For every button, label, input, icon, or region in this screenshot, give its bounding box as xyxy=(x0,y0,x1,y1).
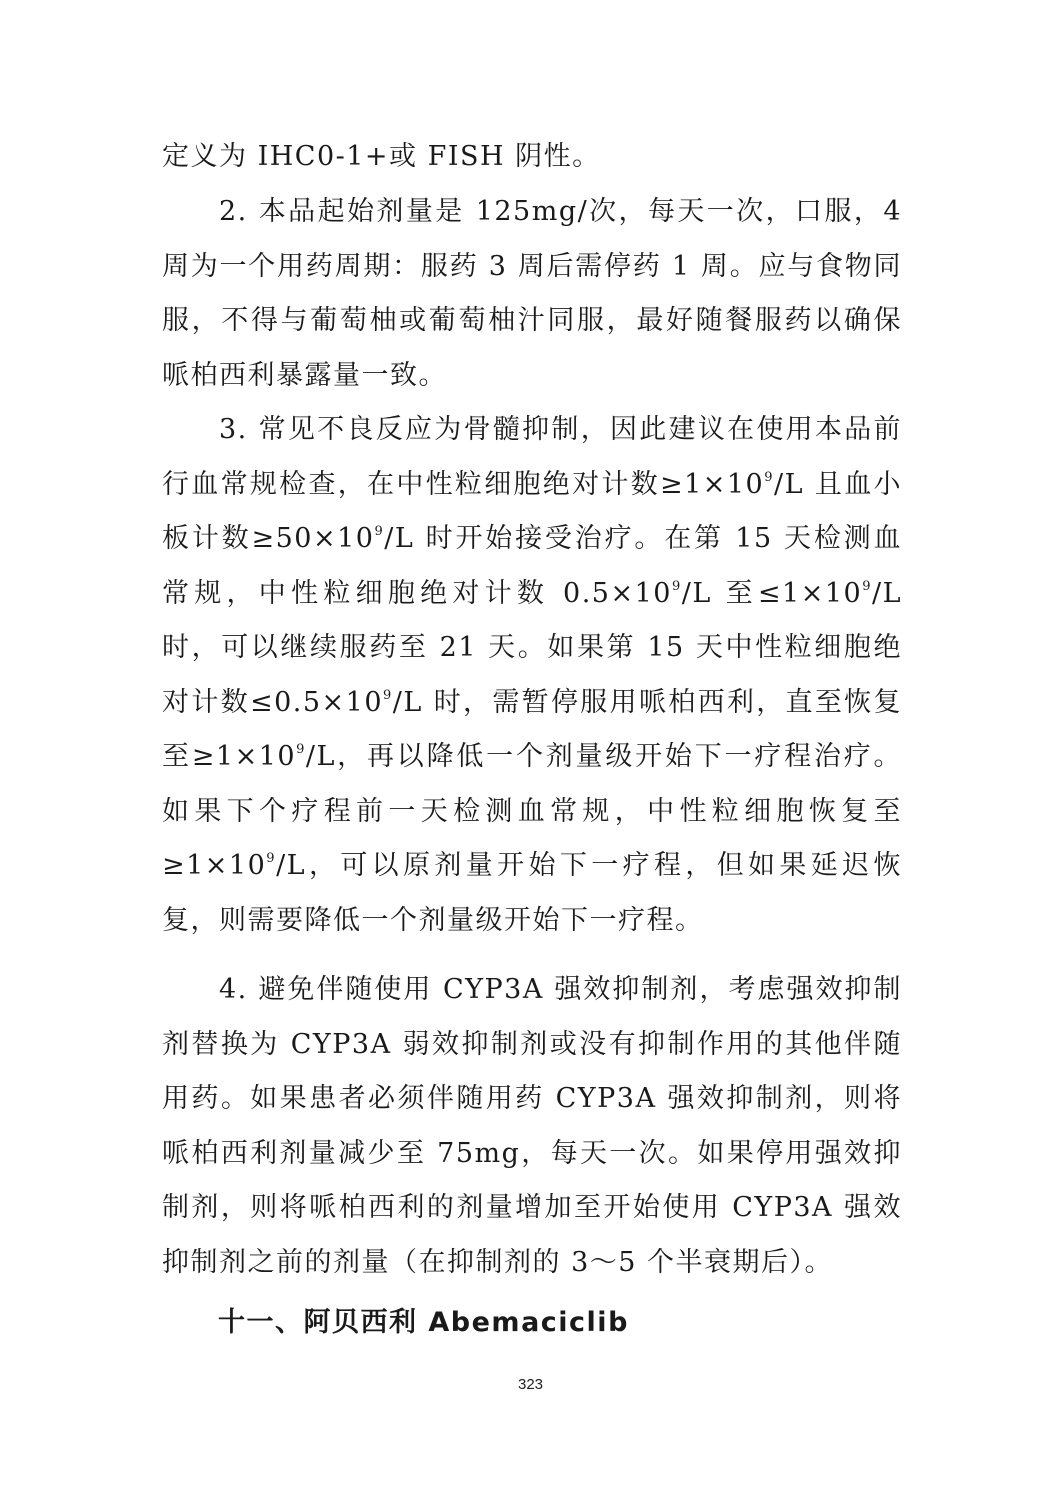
page-number: 323 xyxy=(517,1376,544,1393)
item3-text-1: 3. 常见不良反应为骨髓抑制，因此建议在使用本品前行血常规检查，在中性粒细胞绝对计数≥1×10 xyxy=(162,414,902,500)
superscript-exponent: 9 xyxy=(266,851,277,866)
item3-text-3: /L 时开始接受治疗。在第 15 天检测血常规，中性粒细胞绝对计数 0.5×10 xyxy=(162,523,902,609)
item3-text-5: /L 时，可以继续服药至 21 天。如果第 15 天中性粒细胞绝对计数≤0.5×10 xyxy=(162,577,902,718)
item3-text-4: /L 至≤1×10 xyxy=(681,577,863,609)
superscript-exponent: 9 xyxy=(764,469,775,485)
paragraph-continuation: 定义为 IHC0-1+或 FISH 阴性。 xyxy=(162,141,601,172)
superscript-exponent: 9 xyxy=(383,687,393,703)
paragraph-item-2: 2. 本品起始剂量是 125mg/次，每天一次，口服，4 周为一个用药周期：服药 3 周后需停药 1 周。应与食物同服，不得与葡萄柚或葡萄柚汁同服，最好随餐服药以确保哌柏西利暴露量一致。 xyxy=(162,196,902,391)
superscript-exponent: 9 xyxy=(374,524,385,539)
superscript-exponent: 9 xyxy=(671,578,682,594)
item3-text-8: /L，可以原剂量开始下一疗程，但如果延迟恢复，则需要降低一个剂量级开始下一疗程。 xyxy=(162,850,902,936)
paragraph-item-3 xyxy=(162,403,902,948)
paragraph-item-4: 4. 避免伴随使用 CYP3A 强效抑制剂，考虑强效抑制剂替换为 CYP3A 弱效抑制剂或没有抑制作用的其他伴随用药。如果患者必须伴随用药 CYP3A 强效抑制剂，则将哌柏西利剂量减少至 75mg，每天一次。如果停用强效抑制剂，则将哌柏西利的剂量增加至开始使用 CYP3A 强效抑制剂之前的剂量（在抑制剂的 3～5 个半衰期后）。 xyxy=(162,974,902,1278)
superscript-exponent: 9 xyxy=(296,742,306,757)
item3-text-6: /L 时，需暂停服用哌柏西利，直至恢复至≥1×10 xyxy=(162,686,902,772)
item3-text-7: /L，再以降低一个剂量级开始下一疗程治疗。如果下个疗程前一天检测血常规，中性粒细胞恢复至≥1×10 xyxy=(162,741,902,881)
superscript-exponent: 9 xyxy=(862,578,872,594)
item3-text-2: /L 且血小板计数≥50×10 xyxy=(162,468,902,554)
section-heading: 十一、阿贝西利 Abemaciclib xyxy=(218,1307,629,1338)
